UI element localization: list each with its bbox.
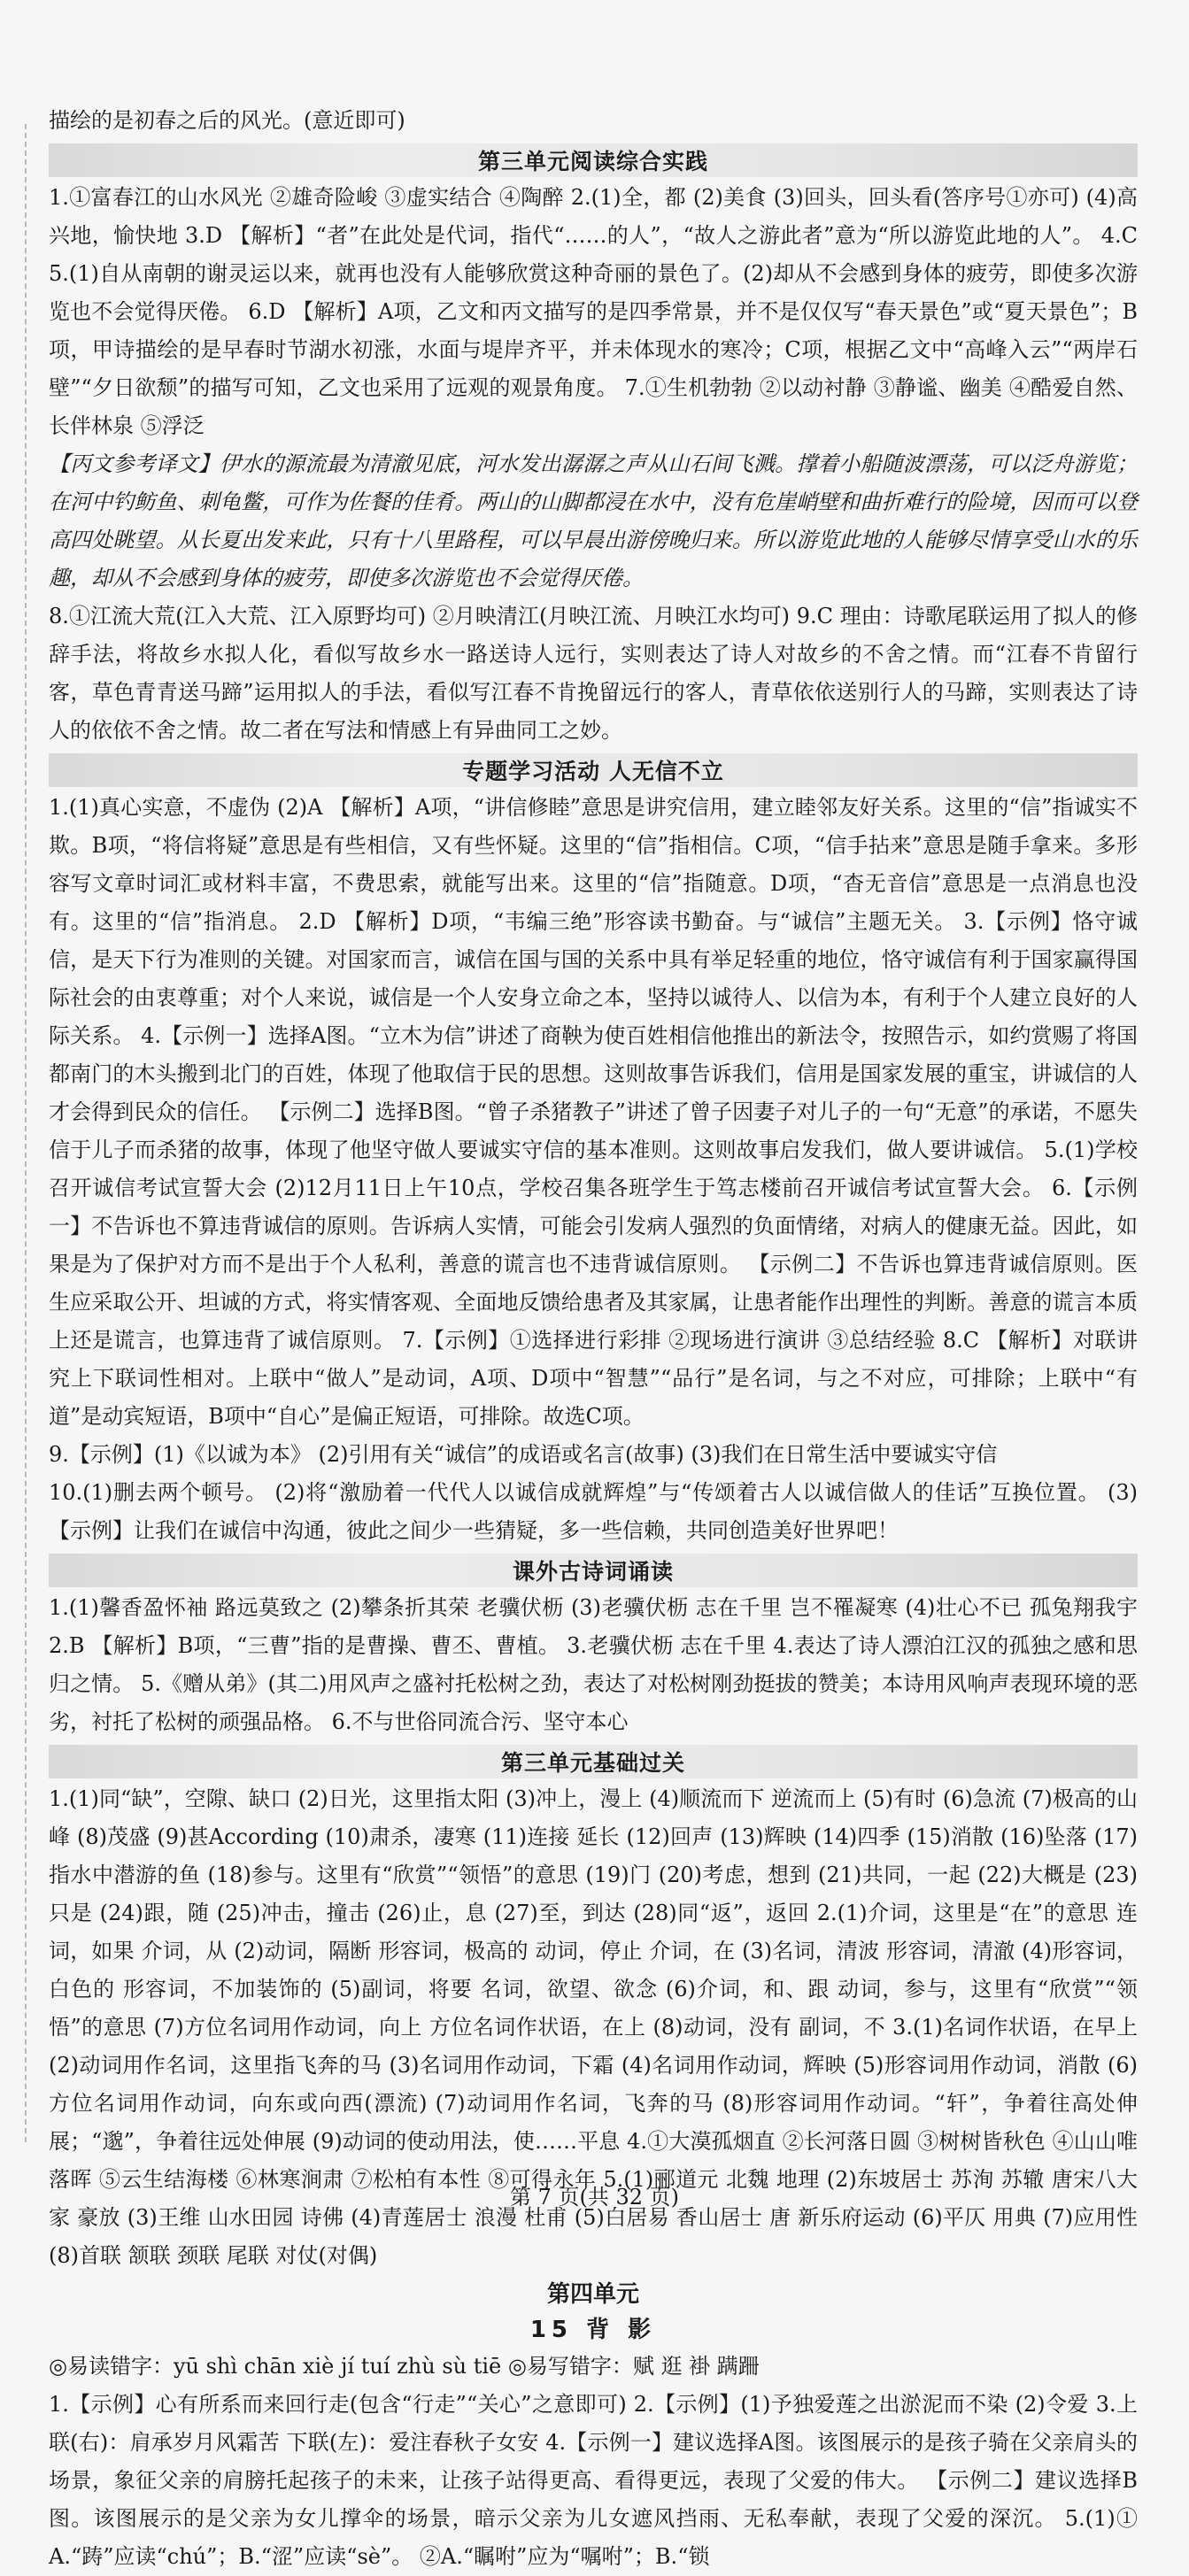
section-heading — [49, 1554, 1138, 1587]
section-heading-text: 专题学习活动 人无信不立 — [462, 759, 724, 784]
section-heading — [49, 143, 1138, 177]
section-heading-text: 课外古诗词诵读 — [512, 1559, 674, 1585]
answer-paragraph: 描绘的是初春之后的风光。(意近即可) — [49, 108, 405, 133]
answer-paragraph: 1.(1)馨香盈怀袖 路远莫致之 (2)攀条折其荣 老骥伏枥 (3)老骥伏枥 志在千里 岂不罹凝寒 (4)壮心不已 孤兔翔我宇 2.B 【解析】B项，“三曹”指的是曹操、曹丕、曹植。 3.老骥伏枥 志在千里 4.表达了诗人漂泊江汉的孤独之感和思归之情。 5.《赠从弟》(其二)用风声之盛衬托松树之劲，表达了对松树刚劲挺拔的赞美；本诗用风响声表现环境的恶劣，衬托了松树的顽强品格。 6.不与世俗同流合污、坚守本心 — [49, 1595, 1138, 1734]
answer-paragraph: 1.①富春江的山水风光 ②雄奇险峻 ③虚实结合 ④陶醉 2.(1)全，都 (2)美食 (3)回头，回头看(答序号①亦可) (4)高兴地，愉快地 3.D 【解析】“者”在此处是代词，指代“……的人”，“故人之游此者”意为“所以游览此地的人”。 4.C 5.(1)自从南朝的谢灵运以来，就再也没有人能够欣赏这种奇丽的景色了。(2)却从不会感到身体的疲劳，即使多次游览也不会觉得厌倦。 6.D 【解析】A项，乙文和丙文描写的是四季常景，并不是仅仅写“春天景色”或“夏天景色”；B项，甲诗描绘的是早春时节湖水初涨，水面与堤岸齐平，并未体现水的寒冷；C项，根据乙文中“高峰入云”“两岸石壁”“夕日欲颓”的描写可知，乙文也采用了远观的观景角度。 7.①生机勃勃 ②以动衬静 ③静谧、幽美 ④酷爱自然、长伴林泉 ⑤浮泛 — [49, 185, 1138, 438]
answer-paragraph: 1.(1)同“缺”，空隙、缺口 (2)日光，这里指太阳 (3)冲上，漫上 (4)顺流而下 逆流而上 (5)有时 (6)急流 (7)极高的山峰 (8)茂盛 (9)甚According (10)肃杀，凄寒 (11)连接 延长 (12)回声 (13)辉映 (14)四季 (15)消散 (16)坠落 (17)指水中潜游的鱼 (18)参与。这里有“欣赏”“领悟”的意思 (19)门 (20)考虑，想到 (21)共同，一起 (22)大概是 (23)只是 (24)跟，随 (25)冲击，撞击 (26)止，息 (27)至，到达 (28)同“返”，返回 2.(1)介词，这里是“在”的意思 连词，如果 介词，从 (2)动词，隔断 形容词，极高的 动词，停止 介词，在 (3)名词，清波 形容词，清澈 (4)形容词，白色的 形容词，不加装饰的 (5)副词，将要 名词，欲望、欲念 (6)介词，和、跟 动词，参与，这里有“欣赏”“领悟”的意思 (7)方位名词用作动词，向上 方位名词作状语，在上 (8)动词，没有 副词，不 3.(1)名词作状语，在早上 (2)动词用作名词，这里指飞奔的马 (3)名词用作动词，下霜 (4)名词用作动词，辉映 (5)形容词用作动词，消散 (6)方位名词用作动词，向东或向西(漂流) (7)动词用作名词，飞奔的马 (8)形容词用作动词。“轩”，争着往高处伸展；“邈”，争着往远处伸展 (9)动词的使动用法，使……平息 4.①大漠孤烟直 ②长河落日圆 ③树树皆秋色 ④山山唯落晖 ⑤云生结海楼 ⑥林寒涧肃 ⑦松柏有本性 ⑧可得永年 5.(1)郦道元 北魏 地理 (2)东坡居士 苏洵 苏辙 唐宋八大家 豪放 (3)王维 山水田园 诗佛 (4)青莲居士 浪漫 杜甫 (5)白居易 香山居士 唐 新乐府运动 (6)平仄 用典 (7)应用性 (8)首联 颔联 颈联 尾联 对仗(对偶) — [49, 1786, 1138, 2268]
answer-paragraph: 10.(1)删去两个顿号。 (2)将“激励着一代代人以诚信成就辉煌”与“传颂着古人以诚信做人的佳话”互换位置。 (3)【示例】让我们在诚信中沟通，彼此之间少一些猜疑，多一些信赖，共同创造美好世界吧！ — [49, 1480, 1138, 1543]
lesson-title: 15 背 影 — [529, 2317, 657, 2343]
answer-paragraph: 9.【示例】(1)《以诚为本》 (2)引用有关“诚信”的成语或名言(故事) (3)我们在日常生活中要诚实守信 — [49, 1442, 998, 1467]
answer-paragraph: 8.①江流大荒(江入大荒、江入原野均可) ②月映清江(月映江流、月映江水均可) 9.C 理由：诗歌尾联运用了拟人的修辞手法，将故乡水拟人化，看似写故乡水一路送诗人远行，实则表达了诗人对故乡的不舍之情。而“江春不肯留行客，草色青青送马蹄”运用拟人的手法，看似写江春不肯挽留远行的客人，青草依依送别行人的马蹄，实则表达了诗人的依依不舍之情。故二者在写法和情感上有异曲同工之妙。 — [49, 604, 1138, 743]
answer-paragraph: 1.【示例】心有所系而来回行走(包含“行走”“关心”之意即可) 2.【示例】(1)予独爱莲之出淤泥而不染 (2)令爱 3.上联(右)：肩承岁月风霜苦 下联(左)：爱注春秋子女安 4.【示例一】建议选择A图。该图展示的是孩子骑在父亲肩头的场景，象征父亲的肩膀托起孩子的未来，让孩子站得更高、看得更远，表现了父爱的伟大。 【示例二】建议选择B图。该图展示的是父亲为女儿撑伞的场景，暗示父亲为儿女遮风挡雨、无私奉献，表现了父爱的深沉。 5.(1)①A.“踌”应读“chú”；B.“涩”应读“sè”。 ②A.“瞩咐”应为“嘱咐”；B.“锁 — [49, 2392, 1138, 2569]
section-heading-text: 第三单元阅读综合实践 — [477, 149, 708, 174]
answer-paragraph: 1.(1)真心实意，不虚伪 (2)A 【解析】A项，“讲信修睦”意思是讲究信用，建立睦邻友好关系。这里的“信”指诚实不欺。B项，“将信将疑”意思是有些相信，又有些怀疑。这里的“信”指相信。C项，“信手拈来”意思是随手拿来。多形容写文章时词汇或材料丰富，不费思索，就能写出来。这里的“信”指随意。D项，“杳无音信”意思是一点消息也没有。这里的“信”指消息。 2.D 【解析】D项，“韦编三绝”形容读书勤奋。与“诚信”主题无关。 3.【示例】恪守诚信，是天下行为准则的关键。对国家而言，诚信在国与国的关系中具有举足轻重的地位，恪守诚信有利于国家赢得国际社会的由衷尊重；对个人来说，诚信是一个人安身立命之本，坚持以诚待人、以信为本，有利于个人建立良好的人际关系。 4.【示例一】选择A图。“立木为信”讲述了商鞅为使百姓相信他推出的新法令，按照告示，如约赏赐了将国都南门的木头搬到北门的百姓，体现了他取信于民的思想。这则故事告诉我们，信用是国家发展的重宝，讲诚信的人才会得到民众的信任。 【示例二】选择B图。“曾子杀猪教子”讲述了曾子因妻子对儿子的一句“无意”的承诺，不愿失信于儿子而杀猪的故事，体现了他坚守做人要诚实守信的基本准则。这则故事启发我们，做人要讲诚信。 5.(1)学校召开诚信考试宣誓大会 (2)12月11日上午10点，学校召集各班学生于笃志楼前召开诚信考试宣誓大会。 6.【示例一】不告诉也不算违背诚信的原则。告诉病人实情，可能会引发病人强烈的负面情绪，对病人的健康无益。因此，如果是为了保护对方而不是出于个人私利，善意的谎言也不违背诚信原则。 【示例二】不告诉也算违背诚信原则。医生应采取公开、坦诚的方式，将实情客观、全面地反馈给患者及其家属，让患者能作出理性的判断。善意的谎言本质上还是谎言，也算违背了诚信原则。 7.【示例】①选择进行彩排 ②现场进行演讲 ③总结经验 8.C 【解析】对联讲究上下联词性相对。上联中“做人”是动词，A项、D项中“智慧”“品行”是名词，与之不对应，可排除；上联中“有道”是动宾短语，B项中“自心”是偏正短语，可排除。故选C项。 — [49, 795, 1138, 1429]
answer-paragraph: ◎易读错字：yū shì chān xiè jí tuí zhù sù tiē ◎易写错字：赋 逛 褂 蹒跚 — [49, 2354, 760, 2379]
binding-dashed-line — [25, 124, 27, 2142]
section-heading — [49, 753, 1138, 787]
section-heading-text: 第三单元基础过关 — [500, 1750, 685, 1776]
section-heading — [49, 1745, 1138, 1778]
page-footer: 第 7 页(共 32 页) — [509, 2185, 680, 2210]
unit-heading: 第四单元 — [546, 2281, 639, 2308]
translation-paragraph: 【丙文参考译文】伊水的源流最为清澈见底，河水发出潺潺之声从山石间飞溅。撑着小船随波漂荡，可以泛舟游览；在河中钓鲂鱼、刺龟鳖，可作为佐餐的佳肴。两山的山脚都浸在水中，没有危崖峭壁和曲折难行的险境，因而可以登高四处眺望。从长夏出发来此，只有十八里路程，可以早晨出游傍晚归来。所以游览此地的人能够尽情享受山水的乐趣，却从不会感到身体的疲劳，即使多次游览也不会觉得厌倦。 — [49, 451, 1138, 590]
